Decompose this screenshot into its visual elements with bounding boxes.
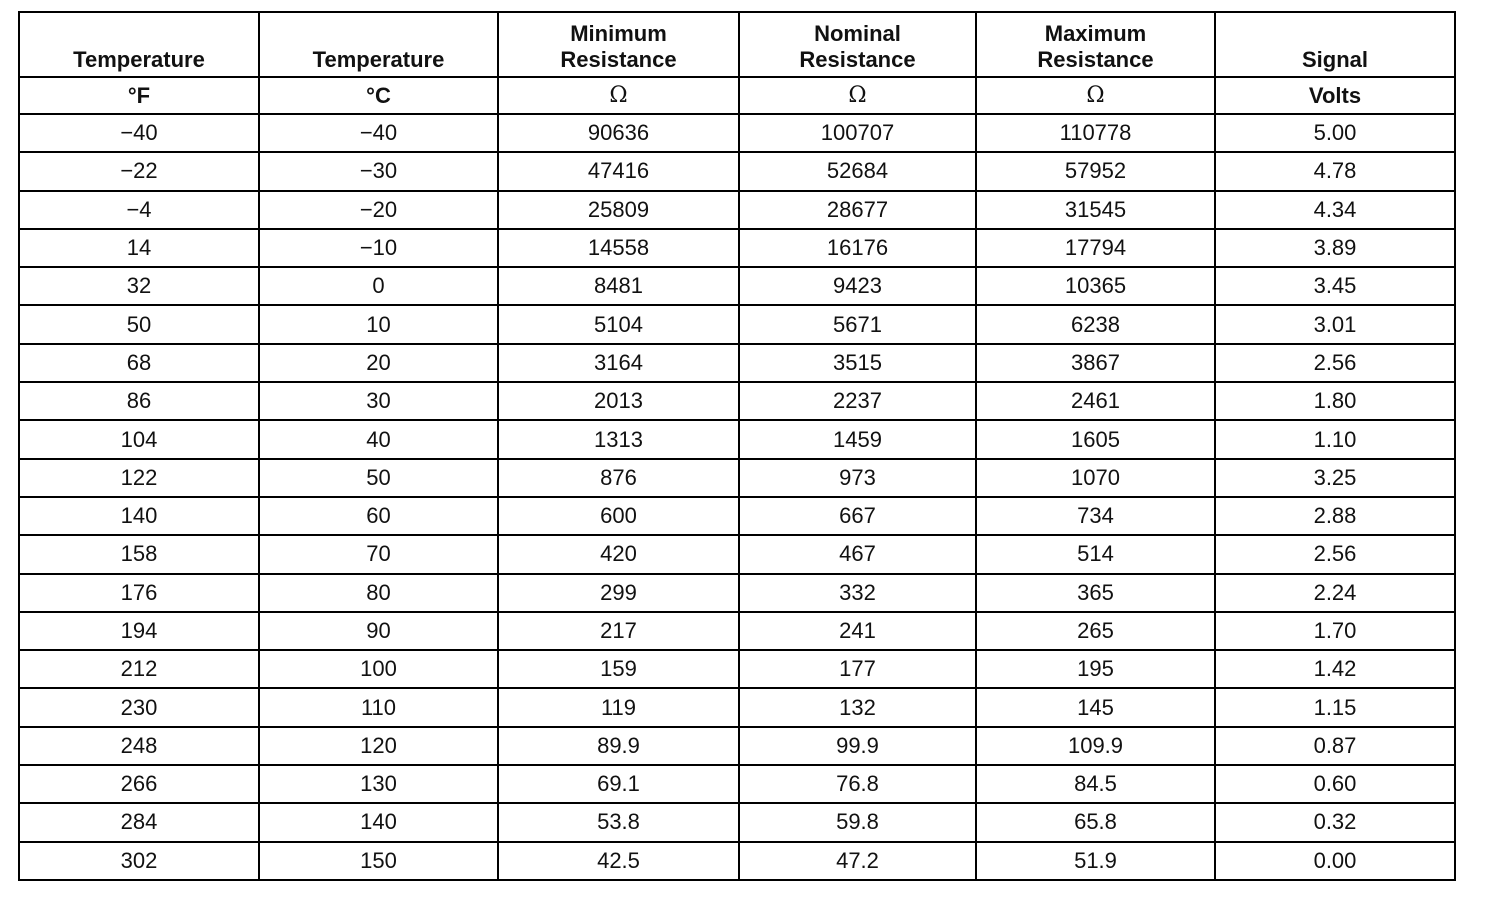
temp-c-cell: 10 xyxy=(259,305,498,343)
table-row xyxy=(19,650,1455,688)
header-temperature-c xyxy=(259,12,498,77)
signal-volts-cell: 1.70 xyxy=(1215,612,1455,650)
signal-volts-cell: 2.56 xyxy=(1215,535,1455,573)
signal-volts-cell: 3.25 xyxy=(1215,459,1455,497)
nominal-resistance-cell: 52684 xyxy=(739,152,976,190)
temp-c-cell: 150 xyxy=(259,842,498,880)
max-resistance-cell: 6238 xyxy=(976,305,1215,343)
nominal-resistance-cell: 2237 xyxy=(739,382,976,420)
min-resistance-cell: 42.5 xyxy=(498,842,739,880)
temp-f-cell: 176 xyxy=(19,574,259,612)
max-resistance-cell: 110778 xyxy=(976,114,1215,152)
nominal-resistance-cell: 177 xyxy=(739,650,976,688)
signal-volts-cell: 4.34 xyxy=(1215,191,1455,229)
max-resistance-cell: 57952 xyxy=(976,152,1215,190)
temp-c-cell: 60 xyxy=(259,497,498,535)
temp-c-cell: 50 xyxy=(259,459,498,497)
max-resistance-cell: 195 xyxy=(976,650,1215,688)
min-resistance-cell: 299 xyxy=(498,574,739,612)
temp-c-cell: 0 xyxy=(259,267,498,305)
temp-c-cell: 70 xyxy=(259,535,498,573)
temp-f-cell: −40 xyxy=(19,114,259,152)
table-row xyxy=(19,344,1455,382)
temp-f-cell: 68 xyxy=(19,344,259,382)
temp-c-cell: −20 xyxy=(259,191,498,229)
table-row xyxy=(19,574,1455,612)
header-maximum-resistance xyxy=(976,12,1215,77)
min-resistance-cell: 159 xyxy=(498,650,739,688)
temp-f-cell: 122 xyxy=(19,459,259,497)
temp-c-cell: 130 xyxy=(259,765,498,803)
max-resistance-cell: 3867 xyxy=(976,344,1215,382)
temp-f-cell: 32 xyxy=(19,267,259,305)
min-resistance-cell: 53.8 xyxy=(498,803,739,841)
max-resistance-cell: 109.9 xyxy=(976,727,1215,765)
header-line: Resistance xyxy=(560,47,677,72)
temperature-resistance-table xyxy=(18,11,1456,881)
nominal-resistance-cell: 5671 xyxy=(739,305,976,343)
min-resistance-cell: 119 xyxy=(498,688,739,726)
header-line: Minimum xyxy=(570,21,667,46)
nominal-resistance-cell: 100707 xyxy=(739,114,976,152)
temp-f-cell: 266 xyxy=(19,765,259,803)
signal-volts-cell: 4.78 xyxy=(1215,152,1455,190)
unit-ohm-min: Ω xyxy=(498,77,739,114)
header-line: Resistance xyxy=(799,47,916,72)
temp-f-cell: 50 xyxy=(19,305,259,343)
temp-c-cell: 90 xyxy=(259,612,498,650)
header-line: Temperature xyxy=(312,47,445,72)
header-line: Temperature xyxy=(73,47,205,72)
signal-volts-cell: 0.00 xyxy=(1215,842,1455,880)
nominal-resistance-cell: 47.2 xyxy=(739,842,976,880)
temp-c-cell: 30 xyxy=(259,382,498,420)
max-resistance-cell: 265 xyxy=(976,612,1215,650)
max-resistance-cell: 84.5 xyxy=(976,765,1215,803)
max-resistance-cell: 10365 xyxy=(976,267,1215,305)
max-resistance-cell: 1605 xyxy=(976,420,1215,458)
table-row xyxy=(19,612,1455,650)
table-row xyxy=(19,803,1455,841)
min-resistance-cell: 5104 xyxy=(498,305,739,343)
nominal-resistance-cell: 59.8 xyxy=(739,803,976,841)
units-row xyxy=(19,77,1455,114)
min-resistance-cell: 1313 xyxy=(498,420,739,458)
nominal-resistance-cell: 132 xyxy=(739,688,976,726)
nominal-resistance-cell: 667 xyxy=(739,497,976,535)
temp-c-cell: −30 xyxy=(259,152,498,190)
table-row xyxy=(19,765,1455,803)
signal-volts-cell: 0.32 xyxy=(1215,803,1455,841)
signal-volts-cell: 3.89 xyxy=(1215,229,1455,267)
table-row xyxy=(19,114,1455,152)
temp-f-cell: 104 xyxy=(19,420,259,458)
min-resistance-cell: 89.9 xyxy=(498,727,739,765)
temp-c-cell: 40 xyxy=(259,420,498,458)
min-resistance-cell: 69.1 xyxy=(498,765,739,803)
min-resistance-cell: 14558 xyxy=(498,229,739,267)
temp-c-cell: 100 xyxy=(259,650,498,688)
temp-f-cell: 248 xyxy=(19,727,259,765)
table-row xyxy=(19,382,1455,420)
max-resistance-cell: 365 xyxy=(976,574,1215,612)
table-body xyxy=(19,114,1455,880)
header-minimum-resistance xyxy=(498,12,739,77)
unit-volts: Volts xyxy=(1215,77,1455,114)
max-resistance-cell: 734 xyxy=(976,497,1215,535)
header-nominal-resistance xyxy=(739,12,976,77)
max-resistance-cell: 514 xyxy=(976,535,1215,573)
header-line: Nominal xyxy=(814,21,901,46)
temp-c-cell: 120 xyxy=(259,727,498,765)
min-resistance-cell: 2013 xyxy=(498,382,739,420)
min-resistance-cell: 90636 xyxy=(498,114,739,152)
max-resistance-cell: 17794 xyxy=(976,229,1215,267)
unit-ohm-max: Ω xyxy=(976,77,1215,114)
max-resistance-cell: 2461 xyxy=(976,382,1215,420)
table-row xyxy=(19,497,1455,535)
signal-volts-cell: 2.24 xyxy=(1215,574,1455,612)
table-row xyxy=(19,842,1455,880)
signal-volts-cell: 1.80 xyxy=(1215,382,1455,420)
table-row xyxy=(19,459,1455,497)
signal-volts-cell: 2.88 xyxy=(1215,497,1455,535)
nominal-resistance-cell: 467 xyxy=(739,535,976,573)
signal-volts-cell: 0.60 xyxy=(1215,765,1455,803)
temp-c-cell: 140 xyxy=(259,803,498,841)
signal-volts-cell: 5.00 xyxy=(1215,114,1455,152)
header-line: Maximum xyxy=(1044,21,1147,46)
temp-f-cell: 302 xyxy=(19,842,259,880)
min-resistance-cell: 217 xyxy=(498,612,739,650)
signal-volts-cell: 2.56 xyxy=(1215,344,1455,382)
table-row xyxy=(19,535,1455,573)
temp-f-cell: 212 xyxy=(19,650,259,688)
table-row xyxy=(19,229,1455,267)
min-resistance-cell: 25809 xyxy=(498,191,739,229)
temp-c-cell: 20 xyxy=(259,344,498,382)
min-resistance-cell: 600 xyxy=(498,497,739,535)
table-row xyxy=(19,727,1455,765)
nominal-resistance-cell: 241 xyxy=(739,612,976,650)
temp-f-cell: 14 xyxy=(19,229,259,267)
temp-c-cell: 110 xyxy=(259,688,498,726)
header-line: Resistance xyxy=(1037,47,1154,72)
header-signal xyxy=(1215,12,1455,77)
temp-f-cell: 158 xyxy=(19,535,259,573)
unit-fahrenheit: °F xyxy=(19,77,259,114)
max-resistance-cell: 31545 xyxy=(976,191,1215,229)
signal-volts-cell: 1.15 xyxy=(1215,688,1455,726)
nominal-resistance-cell: 28677 xyxy=(739,191,976,229)
max-resistance-cell: 65.8 xyxy=(976,803,1215,841)
nominal-resistance-cell: 973 xyxy=(739,459,976,497)
max-resistance-cell: 145 xyxy=(976,688,1215,726)
min-resistance-cell: 47416 xyxy=(498,152,739,190)
temp-f-cell: 230 xyxy=(19,688,259,726)
unit-ohm-nominal: Ω xyxy=(739,77,976,114)
signal-volts-cell: 3.45 xyxy=(1215,267,1455,305)
temp-c-cell: 80 xyxy=(259,574,498,612)
table-row xyxy=(19,305,1455,343)
temp-f-cell: −22 xyxy=(19,152,259,190)
nominal-resistance-cell: 332 xyxy=(739,574,976,612)
table-row xyxy=(19,267,1455,305)
signal-volts-cell: 3.01 xyxy=(1215,305,1455,343)
table-row xyxy=(19,152,1455,190)
temp-f-cell: 194 xyxy=(19,612,259,650)
nominal-resistance-cell: 76.8 xyxy=(739,765,976,803)
table-row xyxy=(19,191,1455,229)
signal-volts-cell: 0.87 xyxy=(1215,727,1455,765)
header-temperature-f xyxy=(19,12,259,77)
min-resistance-cell: 3164 xyxy=(498,344,739,382)
signal-volts-cell: 1.10 xyxy=(1215,420,1455,458)
unit-celsius: °C xyxy=(259,77,498,114)
table-header xyxy=(19,12,1455,114)
max-resistance-cell: 1070 xyxy=(976,459,1215,497)
nominal-resistance-cell: 99.9 xyxy=(739,727,976,765)
temp-c-cell: −10 xyxy=(259,229,498,267)
nominal-resistance-cell: 1459 xyxy=(739,420,976,458)
max-resistance-cell: 51.9 xyxy=(976,842,1215,880)
table-row xyxy=(19,420,1455,458)
temp-c-cell: −40 xyxy=(259,114,498,152)
nominal-resistance-cell: 9423 xyxy=(739,267,976,305)
temp-f-cell: −4 xyxy=(19,191,259,229)
nominal-resistance-cell: 3515 xyxy=(739,344,976,382)
nominal-resistance-cell: 16176 xyxy=(739,229,976,267)
table-row xyxy=(19,688,1455,726)
temp-f-cell: 140 xyxy=(19,497,259,535)
min-resistance-cell: 420 xyxy=(498,535,739,573)
min-resistance-cell: 8481 xyxy=(498,267,739,305)
min-resistance-cell: 876 xyxy=(498,459,739,497)
header-line: Signal xyxy=(1301,47,1368,72)
temp-f-cell: 86 xyxy=(19,382,259,420)
temp-f-cell: 284 xyxy=(19,803,259,841)
header-row xyxy=(19,12,1455,77)
signal-volts-cell: 1.42 xyxy=(1215,650,1455,688)
